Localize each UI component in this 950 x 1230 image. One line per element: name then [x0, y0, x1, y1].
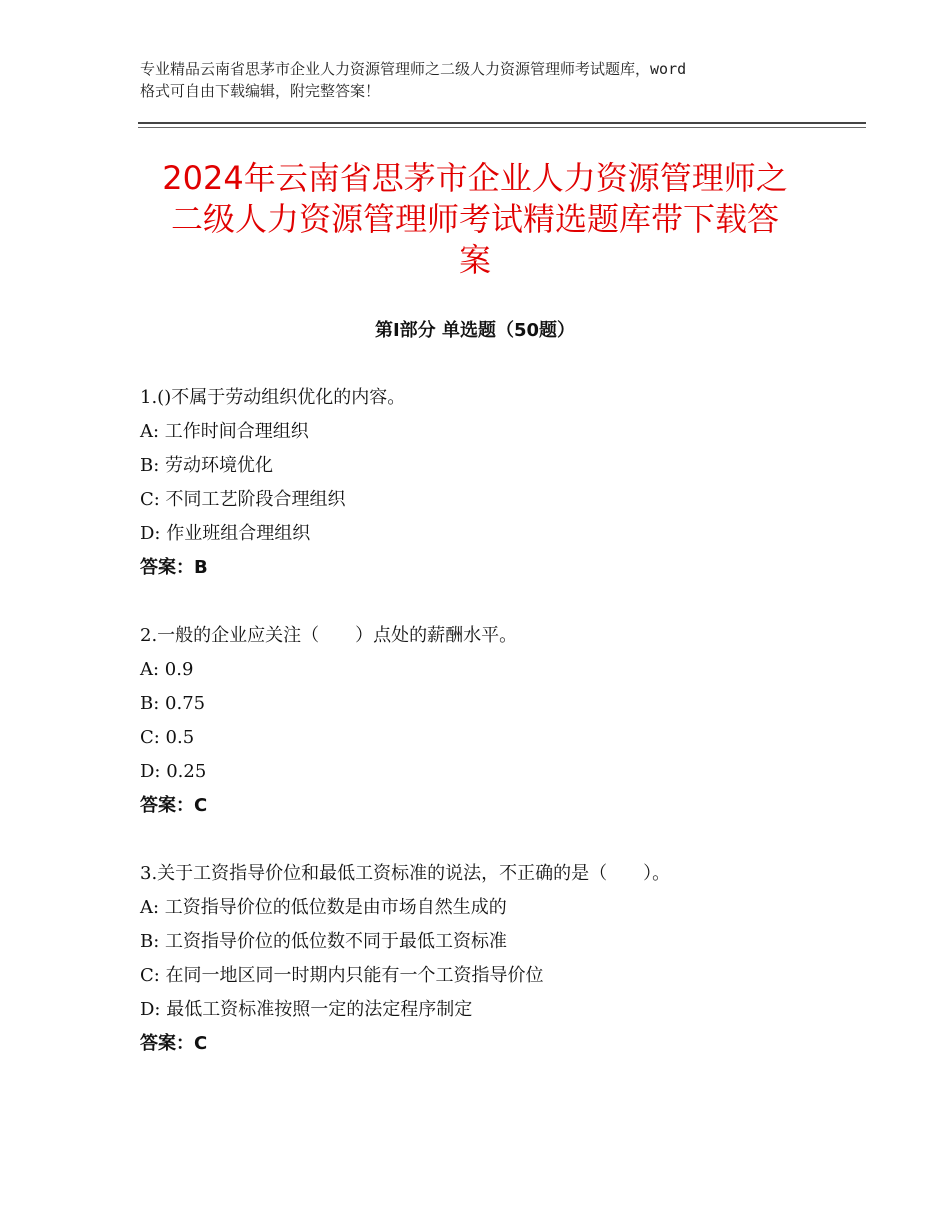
option-d: D: 0.25 [140, 761, 207, 782]
question-1 [140, 381, 840, 585]
header-note-line-1: 专业精品云南省思茅市企业人力资源管理师之二级人力资源管理师考试题库，word [140, 60, 687, 78]
option-b: B: 0.75 [140, 693, 206, 714]
answer-line [140, 1027, 840, 1061]
answer-line [140, 789, 840, 823]
section-heading: 第Ⅰ部分 单选题（50题） [374, 320, 575, 341]
option-c: C: 在同一地区同一时期内只能有一个工资指导价位 [140, 965, 544, 986]
answer-label: 答案： [140, 557, 194, 578]
document-title [130, 158, 820, 281]
answer-value: C [194, 795, 208, 816]
header-divider-thick [138, 122, 866, 124]
question-stem: 3.关于工资指导价位和最低工资标准的说法，不正确的是（ ）。 [140, 863, 671, 884]
question-stem: 1.()不属于劳动组织优化的内容。 [140, 387, 406, 408]
answer-line [140, 551, 840, 585]
header-divider-thin [138, 127, 866, 128]
answer-value: C [194, 1033, 208, 1054]
title-line-2: 二级人力资源管理师考试精选题库带下载答 [170, 200, 779, 238]
option-a: A: 工资指导价位的低位数是由市场自然生成的 [140, 897, 507, 918]
option-a: A: 0.9 [140, 659, 194, 680]
title-line-1: 2024年云南省思茅市企业人力资源管理师之 [162, 159, 788, 197]
question-2 [140, 619, 840, 823]
answer-label: 答案： [140, 1033, 194, 1054]
answer-value: B [194, 557, 208, 578]
answer-label: 答案： [140, 795, 194, 816]
option-c: C: 0.5 [140, 727, 195, 748]
option-d: D: 作业班组合理组织 [140, 523, 311, 544]
option-d: D: 最低工资标准按照一定的法定程序制定 [140, 999, 473, 1020]
title-line-3: 案 [458, 241, 491, 279]
option-b: B: 工资指导价位的低位数不同于最低工资标准 [140, 931, 508, 952]
option-b: B: 劳动环境优化 [140, 455, 274, 476]
option-a: A: 工作时间合理组织 [140, 421, 309, 442]
header-note [140, 58, 840, 102]
header-note-line-2: 格式可自由下载编辑，附完整答案！ [140, 82, 381, 100]
option-c: C: 不同工艺阶段合理组织 [140, 489, 346, 510]
question-3 [140, 857, 840, 1061]
question-stem: 2.一般的企业应关注（ ）点处的薪酬水平。 [140, 625, 518, 646]
